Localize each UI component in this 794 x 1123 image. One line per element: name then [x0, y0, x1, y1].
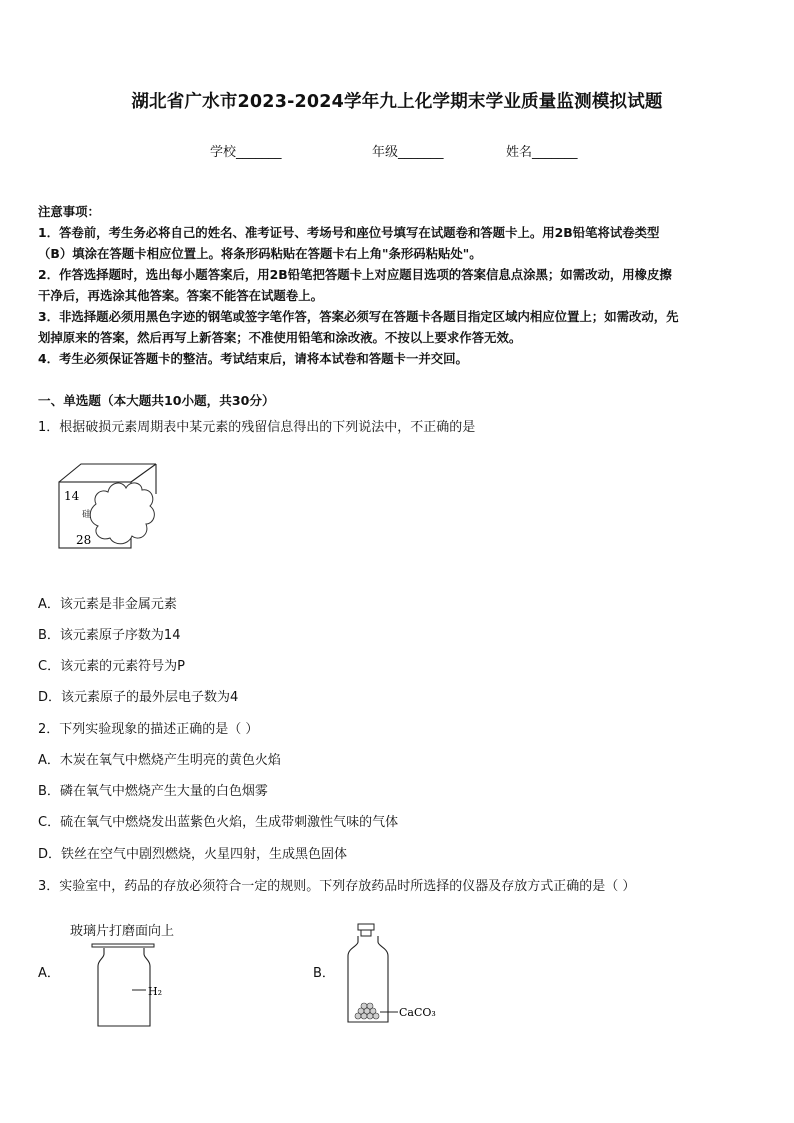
reagent-bottle-figure [340, 920, 460, 1030]
element-name-fragment: 硅 [82, 510, 92, 520]
broken-periodic-table-cell-figure [56, 460, 166, 552]
grade-field: 年级_______ [372, 145, 444, 160]
question-1-option-c: C．该元素的元素符号为P [38, 659, 185, 674]
question-1-option-a: A．该元素是非金属元素 [38, 597, 177, 612]
atomic-number-text: 14 [64, 489, 80, 503]
notice-line-6: 划掉原来的答案，然后再写上新答案；不准使用铅笔和涂改液。不按以上要求作答无效。 [38, 330, 522, 345]
gas-jar-figure [88, 942, 178, 1030]
notice-line-1: 1．答卷前，考生务必将自己的姓名、准考证号、考场号和座位号填写在试题卷和答题卡上。用2B铅笔将试卷类型 [38, 225, 660, 240]
h2-label: H₂ [148, 985, 163, 998]
section-heading: 一、单选题（本大题共10小题，共30分） [38, 393, 275, 408]
notice-line-4: 干净后，再选涂其他答案。答案不能答在试题卷上。 [38, 288, 323, 303]
calcium-carbonate-solid [355, 1003, 379, 1019]
question-2-option-c: C．硫在氧气中燃烧发出蓝紫色火焰，生成带刺激性气味的气体 [38, 815, 399, 830]
notice-heading: 注意事项： [38, 204, 100, 219]
question-2-stem: 2．下列实验现象的描述正确的是（ ） [38, 722, 259, 737]
question-1-option-b: B．该元素原子序数为14 [38, 628, 181, 643]
question-1-stem: 1．根据破损元素周期表中某元素的残留信息得出的下列说法中，不正确的是 [38, 420, 476, 435]
caco3-label: CaCO₃ [399, 1006, 436, 1019]
notice-line-5: 3．非选择题必须用黑色字迹的钢笔或签字笔作答，答案必须写在答题卡各题目指定区域内相应位置上；如需改动，先 [38, 309, 679, 324]
atomic-mass-text: 28 [76, 533, 92, 547]
notice-line-2: （B）填涂在答题卡相应位置上。将条形码粘贴在答题卡右上角"条形码粘贴处"。 [38, 246, 482, 261]
question-3-stem: 3．实验室中，药品的存放必须符合一定的规则。下列存放药品时所选择的仪器及存放方式正确的是（ ） [38, 879, 636, 894]
figure-a-label: A． [38, 966, 60, 981]
notice-line-3: 2．作答选择题时，选出每小题答案后，用2B铅笔把答题卡上对应题目选项的答案信息点涂黑；如需改动，用橡皮擦 [38, 267, 672, 282]
figure-a-caption: 玻璃片打磨面向上 [70, 924, 175, 939]
question-2-option-d: D．铁丝在空气中剧烈燃烧，火星四射，生成黑色固体 [38, 847, 348, 862]
notice-line-7: 4．考生必须保证答题卡的整洁。考试结束后，请将本试卷和答题卡一并交回。 [38, 351, 468, 366]
page-title: 湖北省广水市2023-2024学年九上化学期末学业质量监测模拟试题 [131, 92, 663, 112]
name-field: 姓名_______ [506, 145, 578, 160]
question-1-option-d: D．该元素原子的最外层电子数为4 [38, 690, 239, 705]
notice-list [38, 222, 758, 369]
school-field: 学校_______ [210, 145, 282, 160]
question-2-option-a: A．木炭在氧气中燃烧产生明亮的黄色火焰 [38, 753, 281, 768]
figure-b-label: B． [313, 966, 335, 981]
question-2-option-b: B．磷在氧气中燃烧产生大量的白色烟雾 [38, 784, 268, 799]
